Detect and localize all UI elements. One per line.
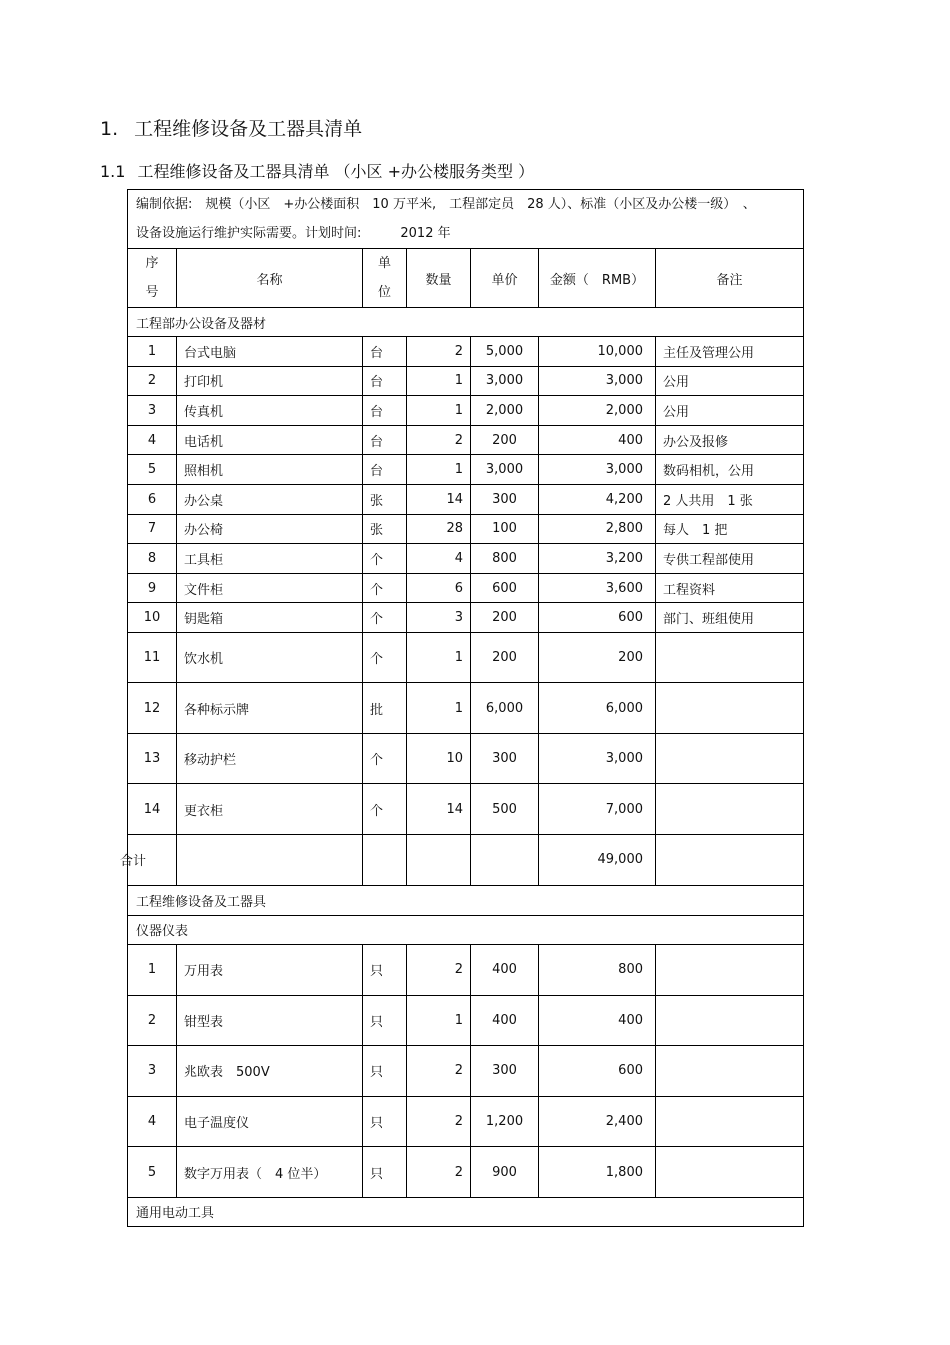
table-row	[128, 484, 804, 514]
item-amount: 800	[539, 944, 656, 995]
item-name: 电话机	[177, 425, 363, 455]
item-remark	[656, 683, 804, 734]
item-quantity: 3	[407, 603, 471, 633]
item-number: 2	[128, 995, 177, 1046]
item-unit-price: 300	[471, 733, 539, 784]
item-number: 3	[128, 1046, 177, 1097]
item-quantity: 6	[407, 573, 471, 603]
item-unit: 张	[363, 514, 407, 544]
item-name: 移动护栏	[177, 733, 363, 784]
item-remark: 公用	[656, 396, 804, 426]
table-row	[128, 1096, 804, 1147]
item-number: 14	[128, 784, 177, 835]
item-name: 饮水机	[177, 632, 363, 683]
header-seq-top: 序	[145, 256, 159, 271]
item-remark: 公用	[656, 366, 804, 396]
item-unit: 台	[363, 366, 407, 396]
item-name: 钥匙箱	[177, 603, 363, 633]
item-amount: 2,000	[539, 396, 656, 426]
item-quantity: 1	[407, 632, 471, 683]
subsection-instruments-label: 仪器仪表	[128, 915, 804, 944]
item-unit: 只	[363, 1046, 407, 1097]
item-number: 5	[128, 1147, 177, 1198]
item-number: 3	[128, 396, 177, 426]
item-unit: 台	[363, 455, 407, 485]
item-remark: 主任及管理公用	[656, 337, 804, 367]
total-remark-cell	[656, 834, 804, 885]
item-quantity: 10	[407, 733, 471, 784]
item-unit-price: 6,000	[471, 683, 539, 734]
item-quantity: 1	[407, 455, 471, 485]
header-price: 单价	[471, 249, 539, 308]
item-name: 文件柜	[177, 573, 363, 603]
item-unit: 个	[363, 544, 407, 574]
item-unit: 批	[363, 683, 407, 734]
item-unit: 只	[363, 1096, 407, 1147]
item-remark	[656, 784, 804, 835]
item-quantity: 28	[407, 514, 471, 544]
item-quantity: 1	[407, 366, 471, 396]
item-name: 传真机	[177, 396, 363, 426]
section-row-office	[128, 308, 804, 337]
table-row	[128, 455, 804, 485]
item-quantity: 2	[407, 1096, 471, 1147]
item-quantity: 4	[407, 544, 471, 574]
item-unit-price: 5,000	[471, 337, 539, 367]
table-row	[128, 396, 804, 426]
item-quantity: 14	[407, 484, 471, 514]
item-unit: 只	[363, 995, 407, 1046]
table-row	[128, 995, 804, 1046]
item-name: 各种标示牌	[177, 683, 363, 734]
item-quantity: 2	[407, 944, 471, 995]
heading-1-text: 工程维修设备及工器具清单	[134, 118, 363, 140]
item-name: 台式电脑	[177, 337, 363, 367]
header-amount: 金额（ RMB）	[539, 249, 656, 308]
header-seq	[128, 249, 177, 308]
table-row	[128, 425, 804, 455]
section-tools-label: 工程维修设备及工器具	[128, 885, 804, 915]
item-unit: 台	[363, 337, 407, 367]
total-label: 合计	[120, 854, 147, 870]
item-remark: 工程资料	[656, 573, 804, 603]
item-amount: 3,000	[539, 733, 656, 784]
item-unit-price: 200	[471, 603, 539, 633]
item-unit: 个	[363, 573, 407, 603]
section-office-label: 工程部办公设备及器材	[128, 308, 804, 337]
item-name: 钳型表	[177, 995, 363, 1046]
item-number: 1	[128, 337, 177, 367]
item-name: 电子温度仪	[177, 1096, 363, 1147]
heading-1-number: 1.	[100, 118, 119, 140]
item-amount: 2,400	[539, 1096, 656, 1147]
basis-row	[128, 190, 804, 249]
item-name: 数字万用表（ 4 位半）	[177, 1147, 363, 1198]
header-name: 名称	[177, 249, 363, 308]
table-row	[128, 632, 804, 683]
item-unit: 台	[363, 396, 407, 426]
item-amount: 3,000	[539, 366, 656, 396]
total-row	[128, 834, 804, 885]
item-remark	[656, 733, 804, 784]
item-unit-price: 300	[471, 1046, 539, 1097]
item-remark: 办公及报修	[656, 425, 804, 455]
item-unit-price: 800	[471, 544, 539, 574]
total-empty-cell	[363, 834, 407, 885]
item-quantity: 1	[407, 396, 471, 426]
item-number: 6	[128, 484, 177, 514]
item-name: 办公椅	[177, 514, 363, 544]
item-remark: 数码相机，公用	[656, 455, 804, 485]
item-number: 10	[128, 603, 177, 633]
item-amount: 3,000	[539, 455, 656, 485]
item-amount: 3,600	[539, 573, 656, 603]
subsection-power-tools-label: 通用电动工具	[128, 1197, 804, 1226]
item-quantity: 1	[407, 683, 471, 734]
heading-2	[100, 159, 534, 182]
item-unit-price: 3,000	[471, 366, 539, 396]
item-amount: 600	[539, 603, 656, 633]
item-remark	[656, 1046, 804, 1097]
item-number: 4	[128, 1096, 177, 1147]
item-remark: 专供工程部使用	[656, 544, 804, 574]
heading-2-number: 1.1	[100, 162, 126, 181]
heading-1	[100, 114, 362, 141]
item-remark	[656, 632, 804, 683]
item-amount: 200	[539, 632, 656, 683]
table-row	[128, 514, 804, 544]
item-amount: 3,200	[539, 544, 656, 574]
item-amount: 6,000	[539, 683, 656, 734]
header-seq-bottom: 号	[145, 285, 159, 300]
item-unit: 个	[363, 632, 407, 683]
item-unit: 张	[363, 484, 407, 514]
table-row	[128, 1147, 804, 1198]
item-unit-price: 1,200	[471, 1096, 539, 1147]
item-amount: 400	[539, 995, 656, 1046]
total-empty-cell	[407, 834, 471, 885]
equipment-table	[127, 189, 804, 1227]
item-remark	[656, 1096, 804, 1147]
header-unit-top: 单	[377, 256, 391, 271]
item-number: 2	[128, 366, 177, 396]
item-quantity: 1	[407, 995, 471, 1046]
item-unit-price: 100	[471, 514, 539, 544]
item-unit-price: 200	[471, 425, 539, 455]
item-number: 12	[128, 683, 177, 734]
item-name: 办公桌	[177, 484, 363, 514]
table-row	[128, 944, 804, 995]
item-unit-price: 3,000	[471, 455, 539, 485]
item-remark	[656, 1147, 804, 1198]
header-remark: 备注	[656, 249, 804, 308]
item-name: 更衣柜	[177, 784, 363, 835]
item-amount: 400	[539, 425, 656, 455]
item-unit-price: 200	[471, 632, 539, 683]
item-remark: 部门、班组使用	[656, 603, 804, 633]
basis-line-1: 编制依据: 规模（小区 +办公楼面积 10 万平米, 工程部定员 28 人）、标准（小区及办公楼一级） 、	[136, 197, 756, 212]
item-name: 打印机	[177, 366, 363, 396]
item-quantity: 2	[407, 425, 471, 455]
table-row	[128, 603, 804, 633]
item-unit-price: 2,000	[471, 396, 539, 426]
item-name: 照相机	[177, 455, 363, 485]
header-unit-bottom: 位	[377, 285, 391, 300]
item-number: 4	[128, 425, 177, 455]
item-unit-price: 400	[471, 944, 539, 995]
section-row	[128, 1197, 804, 1226]
section-row	[128, 915, 804, 944]
item-number: 8	[128, 544, 177, 574]
item-amount: 4,200	[539, 484, 656, 514]
section-row	[128, 885, 804, 915]
item-remark: 2 人共用 1 张	[656, 484, 804, 514]
item-amount: 1,800	[539, 1147, 656, 1198]
heading-2-text: 工程维修设备及工器具清单 （小区 +办公楼服务类型 ）	[137, 162, 535, 181]
item-name: 工具柜	[177, 544, 363, 574]
item-quantity: 2	[407, 337, 471, 367]
item-number: 7	[128, 514, 177, 544]
total-empty-cell	[471, 834, 539, 885]
item-unit-price: 900	[471, 1147, 539, 1198]
total-amount: 49,000	[539, 834, 656, 885]
item-unit: 只	[363, 1147, 407, 1198]
table-row	[128, 573, 804, 603]
item-unit: 个	[363, 784, 407, 835]
item-amount: 10,000	[539, 337, 656, 367]
basis-cell	[128, 190, 804, 249]
table-row	[128, 544, 804, 574]
item-unit-price: 400	[471, 995, 539, 1046]
table-row	[128, 337, 804, 367]
item-number: 13	[128, 733, 177, 784]
table-row	[128, 733, 804, 784]
item-unit: 台	[363, 425, 407, 455]
item-unit: 只	[363, 944, 407, 995]
table-row	[128, 366, 804, 396]
item-quantity: 2	[407, 1046, 471, 1097]
item-quantity: 2	[407, 1147, 471, 1198]
item-unit-price: 500	[471, 784, 539, 835]
basis-line-2: 设备设施运行维护实际需要。计划时间: 2012 年	[136, 226, 451, 241]
table-row	[128, 784, 804, 835]
table-row	[128, 1046, 804, 1097]
table-row	[128, 683, 804, 734]
item-number: 11	[128, 632, 177, 683]
item-name: 兆欧表 500V	[177, 1046, 363, 1097]
item-number: 9	[128, 573, 177, 603]
item-remark: 每人 1 把	[656, 514, 804, 544]
item-remark	[656, 995, 804, 1046]
item-number: 1	[128, 944, 177, 995]
item-unit-price: 600	[471, 573, 539, 603]
item-unit-price: 300	[471, 484, 539, 514]
item-amount: 2,800	[539, 514, 656, 544]
header-qty: 数量	[407, 249, 471, 308]
item-number: 5	[128, 455, 177, 485]
item-unit: 个	[363, 733, 407, 784]
item-amount: 600	[539, 1046, 656, 1097]
item-unit: 个	[363, 603, 407, 633]
item-quantity: 14	[407, 784, 471, 835]
item-name: 万用表	[177, 944, 363, 995]
header-row	[128, 249, 804, 308]
header-unit	[363, 249, 407, 308]
total-empty-cell	[177, 834, 363, 885]
item-amount: 7,000	[539, 784, 656, 835]
item-remark	[656, 944, 804, 995]
